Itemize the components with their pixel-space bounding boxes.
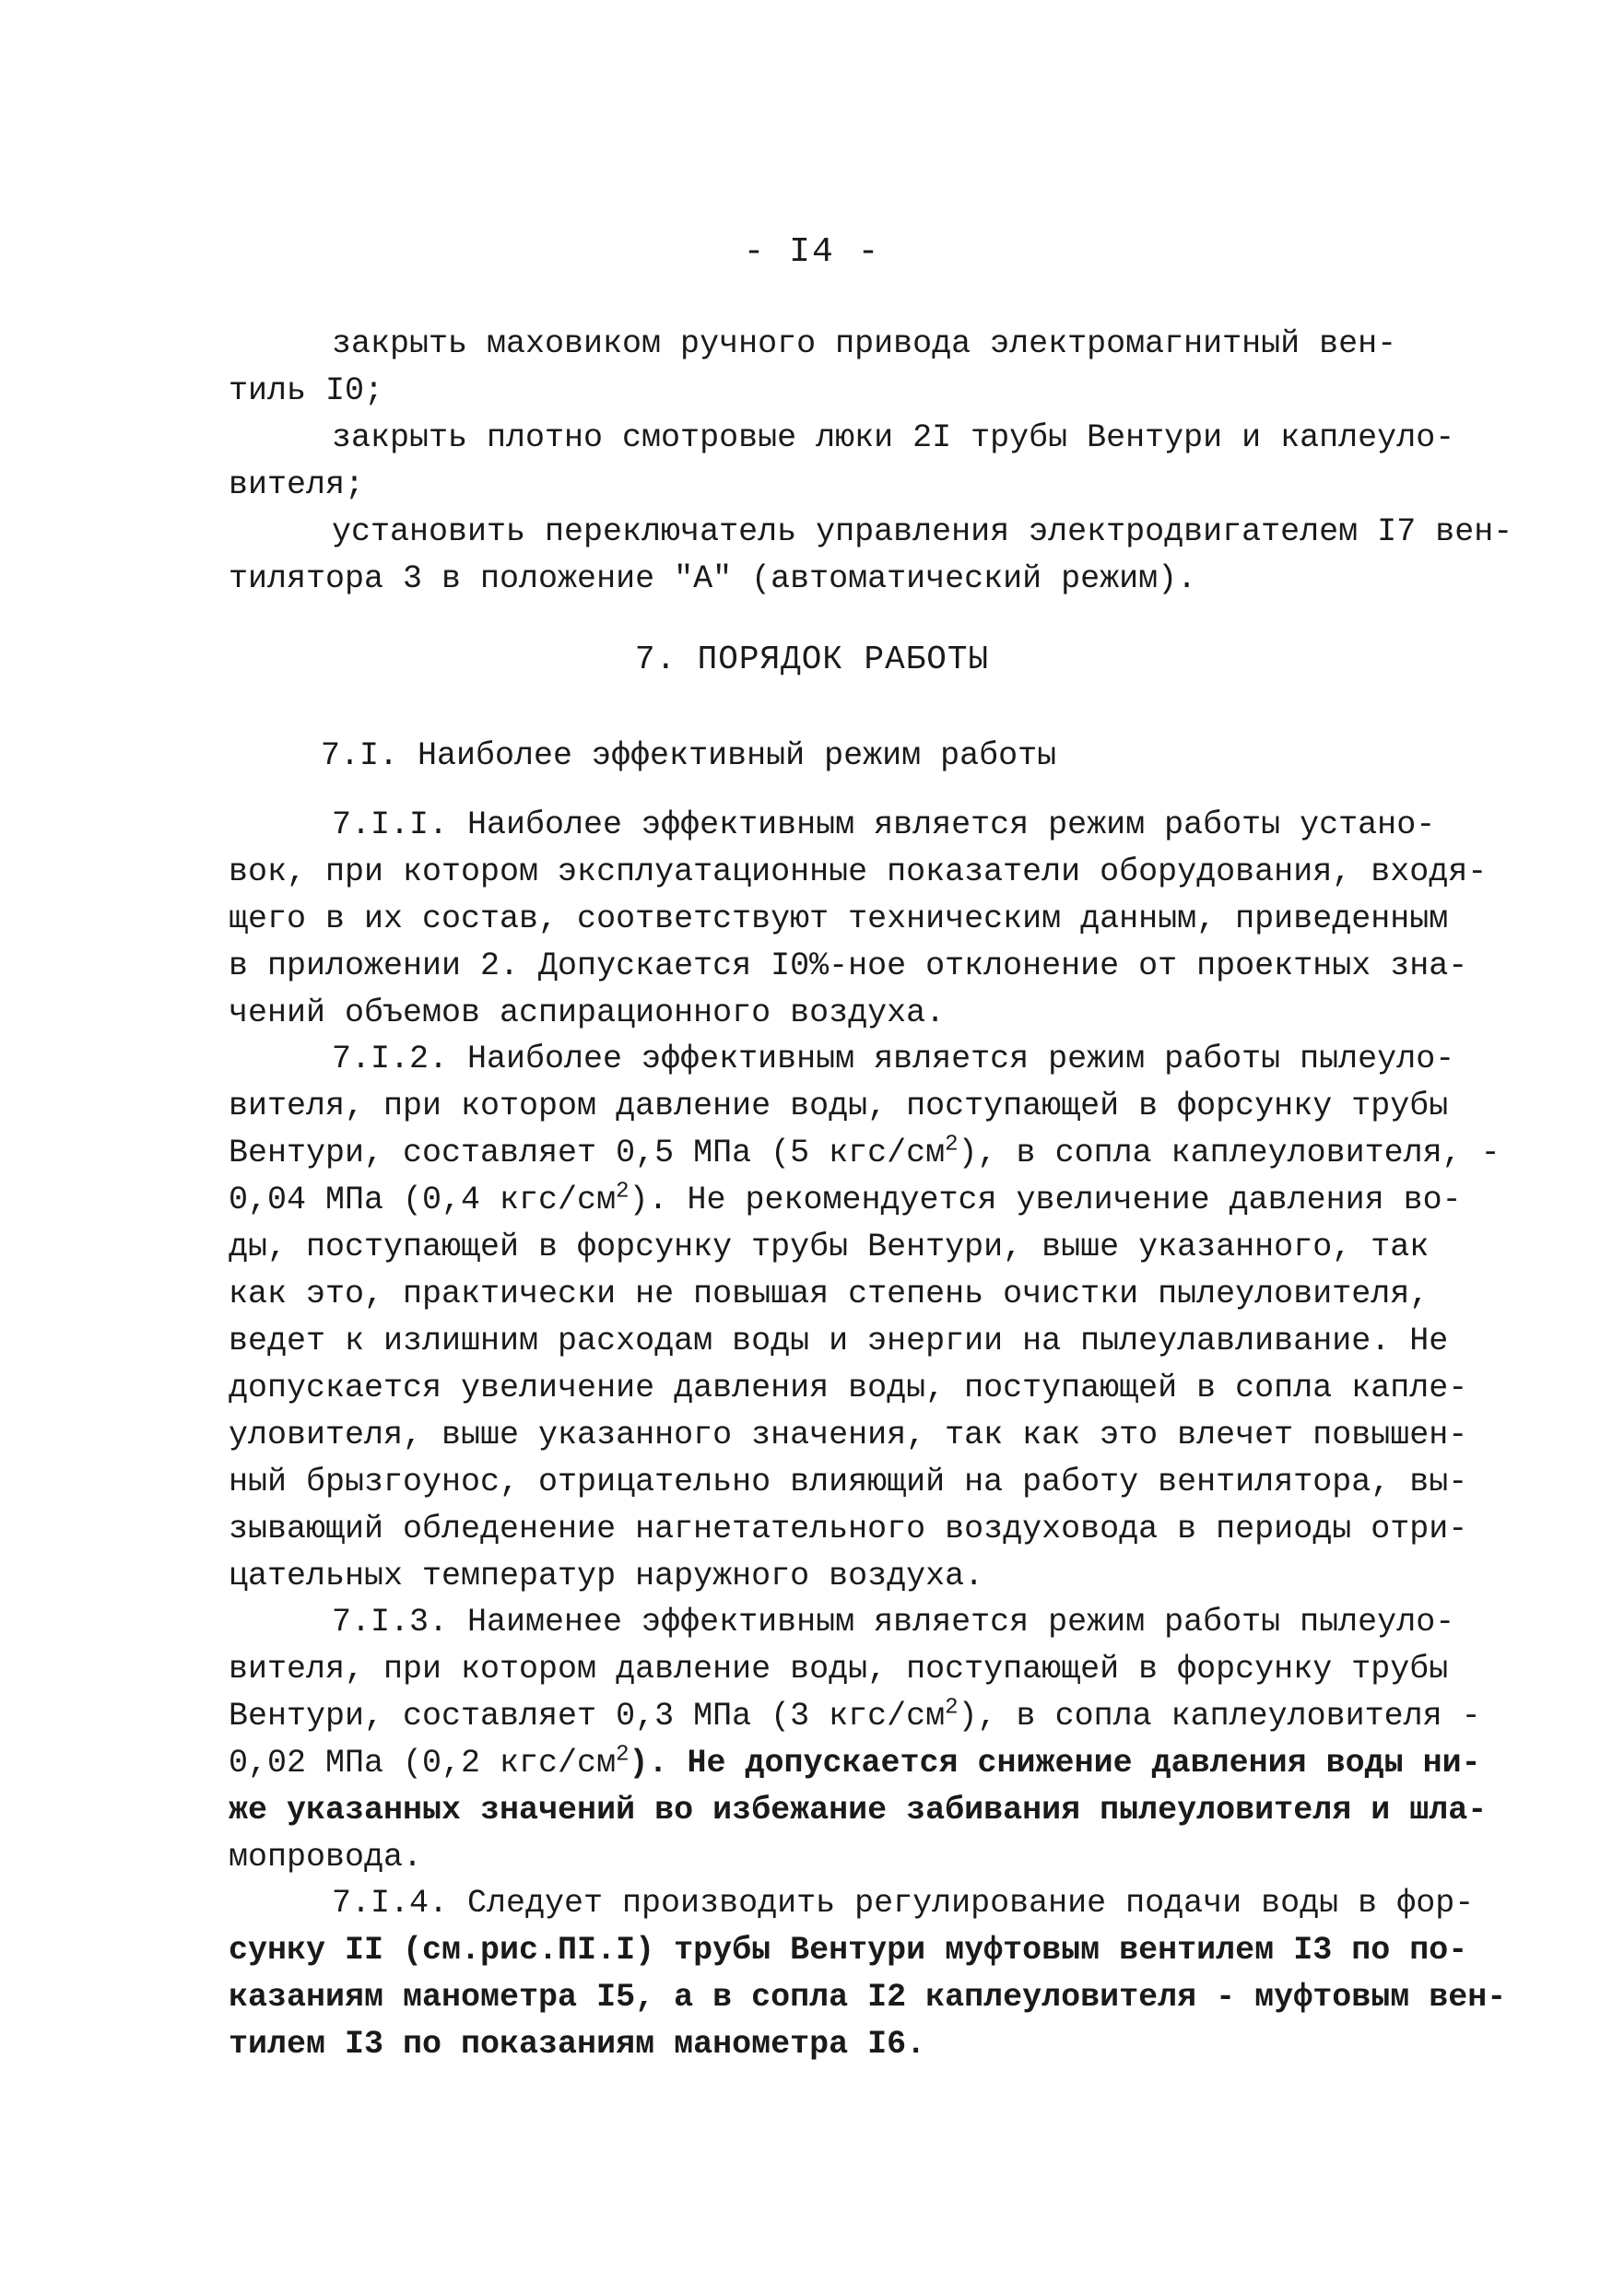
paragraph-7-1-1 (229, 802, 1500, 1037)
paragraph-line: ведет к излишним расходам воды и энергии на пылеулавливание. Не (229, 1323, 1449, 1359)
paragraph-line: цательных температур наружного воздуха. (229, 1558, 984, 1594)
paragraph-line: зывающий обледенение нагнетательного воздуховода в периоды отри- (229, 1511, 1468, 1547)
paragraph-line: вителя, при котором давление воды, поступающей в форсунку трубы (229, 1651, 1449, 1688)
intro-line: закрыть маховиком ручного привода электромагнитный вен- (332, 325, 1397, 362)
page-number: - I4 - (743, 232, 881, 272)
paragraph-line: 7.I.3. Наименее эффективным является режим работы пылеуло- (332, 1604, 1455, 1641)
subsection-title: 7.I. Наиболее эффективный режим работы (321, 737, 1057, 774)
text-run: ). Не допускается снижение давления воды ни- (629, 1745, 1481, 1782)
paragraph-line: допускается увеличение давления воды, поступающей в сопла капле- (229, 1370, 1468, 1406)
paragraph-line: вок, при котором эксплуатационные показатели оборудования, входя- (229, 853, 1488, 890)
paragraph-line: ный брызгоунос, отрицательно влияющий на работу вентилятора, вы- (229, 1464, 1468, 1500)
intro-instructions (229, 321, 1513, 603)
paragraph-line: как это, практически не повышая степень очистки пылеуловителя, (229, 1276, 1430, 1312)
superscript: 2 (945, 1132, 959, 1158)
paragraph-line: щего в их состав, соответствуют техническим данным, приведенным (229, 900, 1449, 937)
text-run: 0,04 МПа (0,4 кгс/см (229, 1182, 617, 1218)
text-run: Вентури, составляет 0,3 МПа (3 кгс/см (229, 1698, 946, 1735)
text-run: Вентури, составляет 0,5 МПа (5 кгс/см (229, 1135, 946, 1171)
paragraph-7-1-3 (229, 1599, 1500, 1881)
superscript: 2 (616, 1179, 630, 1205)
paragraph-line: мопровода. (229, 1839, 423, 1876)
paragraph-line: уловителя, выше указанного значения, так как это влечет повышен- (229, 1417, 1468, 1453)
text-run: ), в сопла каплеуловителя - (958, 1698, 1481, 1735)
intro-line: тилятора 3 в положение "А" (автоматический режим). (229, 560, 1197, 597)
paragraph-line: ды, поступающей в форсунку трубы Вентури, выше указанного, так (229, 1229, 1430, 1265)
section-title: 7. ПОРЯДОК РАБОТЫ (634, 641, 990, 678)
intro-line: закрыть плотно смотровые люки 2I трубы Вентури и каплеуло- (332, 419, 1455, 456)
paragraph-line: казаниям манометра I5, а в сопла I2 каплеуловителя - муфтовым вен- (229, 1979, 1507, 2016)
paragraph-line: тилем I3 по показаниям манометра I6. (229, 2026, 926, 2063)
intro-line: вителя; (229, 466, 365, 503)
paragraph-line (229, 1177, 1500, 1224)
paragraph-line: чений объемов аспирационного воздуха. (229, 994, 946, 1031)
intro-line: установить переключатель управления электродвигателем I7 вен- (332, 513, 1513, 550)
paragraph-line: вителя, при котором давление воды, поступающей в форсунку трубы (229, 1088, 1449, 1124)
paragraph-line: сунку II (см.рис.ПI.I) трубы Вентури муфтовым вентилем I3 по по- (229, 1932, 1468, 1969)
paragraph-line (229, 1740, 1500, 1787)
paragraph-7-1-2 (229, 1036, 1500, 1600)
paragraph-line: 7.I.2. Наиболее эффективным является режим работы пылеуло- (332, 1041, 1455, 1077)
intro-line: тиль I0; (229, 372, 384, 409)
paragraph-line (229, 1130, 1500, 1177)
paragraph-line (229, 1693, 1500, 1740)
paragraph-line: 7.I.I. Наиболее эффективным является режим работы устано- (332, 806, 1436, 843)
paragraph-line: в приложении 2. Допускается I0%-ное отклонение от проектных зна- (229, 947, 1468, 984)
text-run: ), в сопла каплеуловителя, - (958, 1135, 1500, 1171)
paragraph-line: 7.I.4. Следует производить регулирование подачи воды в фор- (332, 1885, 1475, 1922)
text-run: 0,02 МПа (0,2 кгс/см (229, 1745, 617, 1782)
paragraph-7-1-4 (229, 1880, 1507, 2068)
text-run: ). Не рекомендуется увеличение давления во- (629, 1182, 1462, 1218)
paragraph-line: же указанных значений во избежание забивания пылеуловителя и шла- (229, 1792, 1488, 1829)
superscript: 2 (945, 1695, 959, 1721)
superscript: 2 (616, 1742, 630, 1768)
